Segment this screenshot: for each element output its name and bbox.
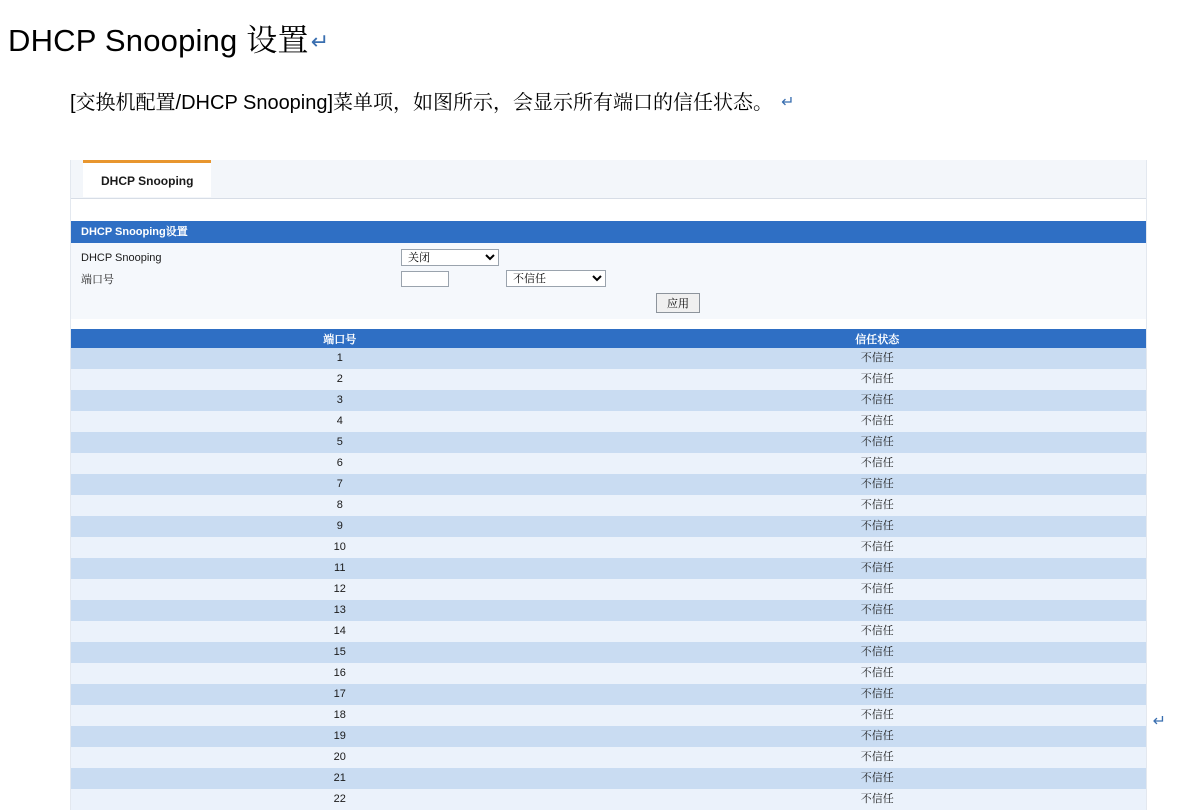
- cell-trust-state: 不信任: [609, 600, 1147, 621]
- table-row: [71, 747, 1146, 768]
- cell-port: 19: [71, 726, 609, 747]
- tab-dhcp-snooping[interactable]: DHCP Snooping: [83, 160, 211, 197]
- cell-trust-state: 不信任: [609, 474, 1147, 495]
- cell-trust-state: 不信任: [609, 789, 1147, 810]
- table-row: [71, 348, 1146, 369]
- section-title-bar: DHCP Snooping设置: [71, 221, 1146, 243]
- port-field: [401, 270, 606, 287]
- port-trust-table: [71, 329, 1146, 810]
- ui-header: [71, 160, 1146, 199]
- snooping-label: DHCP Snooping: [81, 251, 162, 264]
- table-row: [71, 642, 1146, 663]
- cell-port: 11: [71, 558, 609, 579]
- snooping-field: [401, 249, 499, 266]
- settings-form: [71, 243, 1146, 319]
- cell-port: 5: [71, 432, 609, 453]
- cell-port: 2: [71, 369, 609, 390]
- table-row: [71, 474, 1146, 495]
- trust-state-select[interactable]: [506, 270, 606, 287]
- cell-port: 21: [71, 768, 609, 789]
- table-row: [71, 726, 1146, 747]
- paragraph-mark-icon: ↵: [781, 94, 795, 112]
- cell-trust-state: 不信任: [609, 453, 1147, 474]
- table-row: [71, 621, 1146, 642]
- cell-trust-state: 不信任: [609, 684, 1147, 705]
- cell-port: 15: [71, 642, 609, 663]
- table-row: [71, 495, 1146, 516]
- header-spacer: [71, 199, 1146, 221]
- table-row: [71, 768, 1146, 789]
- cell-trust-state: 不信任: [609, 558, 1147, 579]
- cell-port: 10: [71, 537, 609, 558]
- cell-port: 13: [71, 600, 609, 621]
- cell-port: 3: [71, 390, 609, 411]
- document-paragraph: [0, 59, 1200, 117]
- cell-trust-state: 不信任: [609, 705, 1147, 726]
- cell-trust-state: 不信任: [609, 621, 1147, 642]
- cell-trust-state: 不信任: [609, 747, 1147, 768]
- table-row: [71, 600, 1146, 621]
- cell-trust-state: 不信任: [609, 579, 1147, 600]
- cell-port: 14: [71, 621, 609, 642]
- document-paragraph-text: [交换机配置/DHCP Snooping]菜单项，如图所示，会显示所有端口的信任状态。: [70, 92, 774, 115]
- table-row: [71, 705, 1146, 726]
- cell-port: 16: [71, 663, 609, 684]
- form-row-port: [71, 268, 1146, 289]
- cell-trust-state: 不信任: [609, 642, 1147, 663]
- table-row: [71, 789, 1146, 810]
- embedded-screenshot: [0, 160, 1200, 805]
- table-row: [71, 411, 1146, 432]
- cell-port: 20: [71, 747, 609, 768]
- port-input[interactable]: [401, 271, 449, 287]
- dhcp-snooping-select[interactable]: [401, 249, 499, 266]
- cell-trust-state: 不信任: [609, 768, 1147, 789]
- column-header-port: 端口号: [71, 329, 609, 348]
- table-row: [71, 684, 1146, 705]
- table-row: [71, 579, 1146, 600]
- port-label: 端口号: [81, 273, 114, 286]
- cell-port: 1: [71, 348, 609, 369]
- table-row: [71, 453, 1146, 474]
- cell-trust-state: 不信任: [609, 516, 1147, 537]
- cell-port: 7: [71, 474, 609, 495]
- cell-port: 9: [71, 516, 609, 537]
- table-spacer: [71, 319, 1146, 329]
- table-row: [71, 516, 1146, 537]
- cell-trust-state: 不信任: [609, 411, 1147, 432]
- table-row: [71, 663, 1146, 684]
- form-row-snooping: [71, 247, 1146, 268]
- cell-port: 8: [71, 495, 609, 516]
- apply-button[interactable]: 应用: [656, 293, 700, 313]
- table-row: [71, 537, 1146, 558]
- cell-port: 18: [71, 705, 609, 726]
- column-header-trust-state: 信任状态: [609, 329, 1147, 348]
- table-header-row: [71, 329, 1146, 348]
- table-row: [71, 390, 1146, 411]
- cell-trust-state: 不信任: [609, 432, 1147, 453]
- cell-port: 4: [71, 411, 609, 432]
- apply-row: [71, 289, 1146, 315]
- cell-port: 17: [71, 684, 609, 705]
- cell-trust-state: 不信任: [609, 390, 1147, 411]
- table-row: [71, 369, 1146, 390]
- page-title: [0, 0, 1200, 59]
- table-row: [71, 432, 1146, 453]
- page-title-text: DHCP Snooping 设置: [8, 23, 309, 58]
- cell-port: 6: [71, 453, 609, 474]
- paragraph-mark-icon: ↵: [1152, 713, 1166, 730]
- cell-port: 22: [71, 789, 609, 810]
- table-row: [71, 558, 1146, 579]
- cell-trust-state: 不信任: [609, 348, 1147, 369]
- paragraph-mark-icon: ↵: [310, 29, 330, 54]
- table-body: [71, 348, 1146, 810]
- cell-trust-state: 不信任: [609, 726, 1147, 747]
- cell-trust-state: 不信任: [609, 495, 1147, 516]
- cell-trust-state: 不信任: [609, 369, 1147, 390]
- cell-trust-state: 不信任: [609, 663, 1147, 684]
- cell-trust-state: 不信任: [609, 537, 1147, 558]
- cell-port: 12: [71, 579, 609, 600]
